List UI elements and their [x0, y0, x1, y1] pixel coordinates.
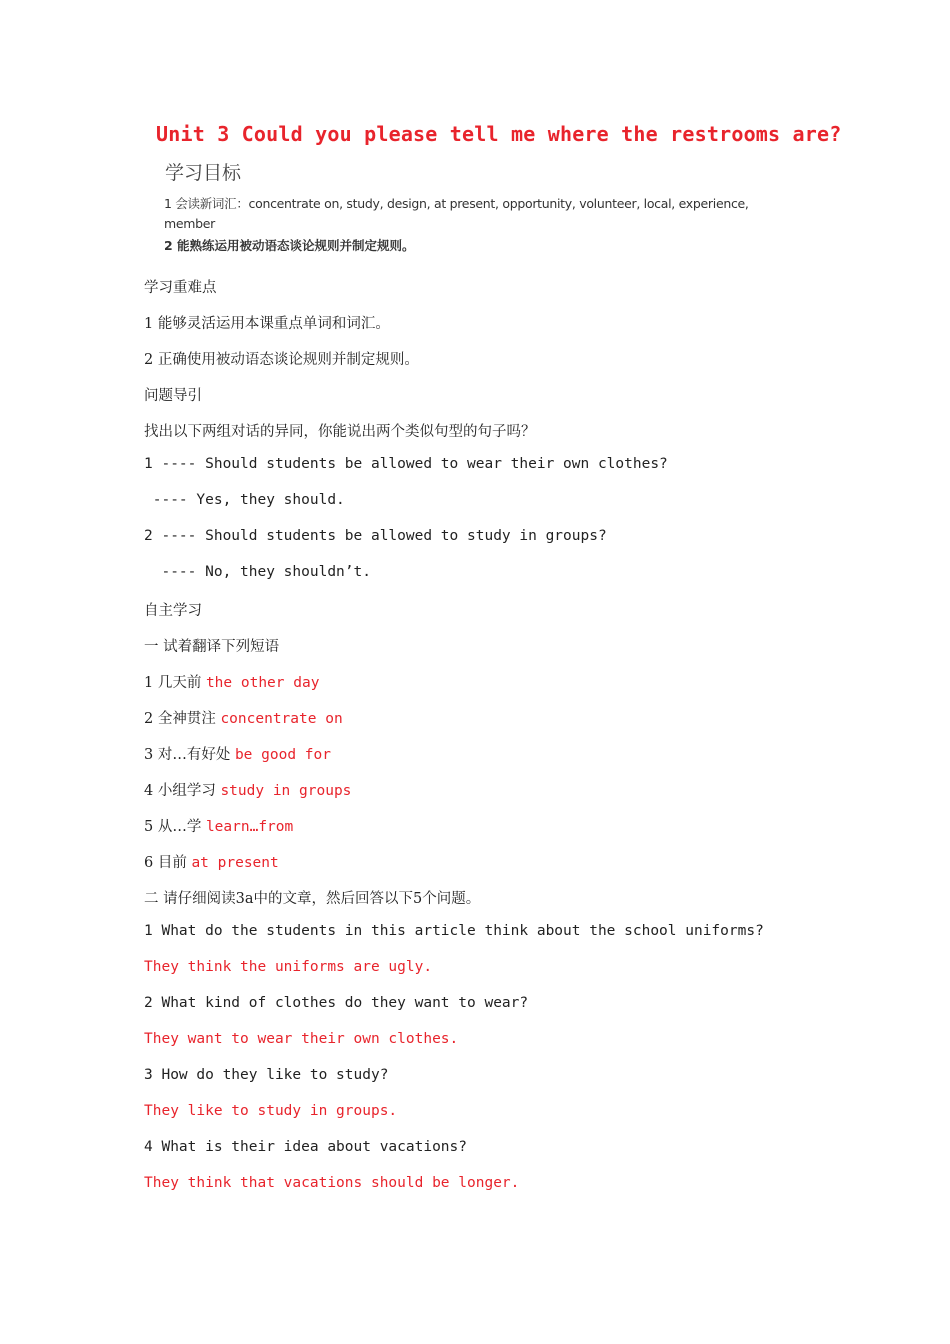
- phrase-en: learn…from: [205, 819, 294, 835]
- self-study-heading: 自主学习: [144, 603, 202, 619]
- dialogue-line-2: ---- Yes, they should.: [144, 492, 345, 508]
- question-1: 1 What do the students in this article think about the school uniforms?: [144, 923, 764, 939]
- phrase-en: the other day: [205, 675, 320, 691]
- phrase-row: [144, 671, 319, 692]
- phrase-cn: 4 小组学习: [144, 783, 221, 799]
- phrase-en: at present: [191, 855, 279, 871]
- phrase-row: [144, 707, 343, 728]
- objectives-item-1: 1 会读新词汇：concentrate on, study, design, at present, opportunity, volunteer, local, experience,: [164, 196, 749, 211]
- phrase-row: [144, 815, 293, 836]
- answer-3: They like to study in groups.: [144, 1103, 398, 1119]
- question-2: 2 What kind of clothes do they want to wear?: [144, 995, 529, 1011]
- phrase-cn: 3 对…有好处: [144, 747, 235, 763]
- phrase-cn: 6 目前: [144, 855, 192, 871]
- guide-heading: 问题导引: [144, 388, 202, 404]
- objectives-item-2: 2 能熟练运用被动语态谈论规则并制定规则。: [164, 238, 415, 253]
- phrase-row: [144, 743, 331, 764]
- document-title: Unit 3 Could you please tell me where the restrooms are?: [156, 122, 842, 146]
- dialogue-line-4: ---- No, they shouldn’t.: [144, 564, 371, 580]
- question-4: 4 What is their idea about vacations?: [144, 1139, 468, 1155]
- phrase-en: study in groups: [220, 783, 352, 799]
- answer-2: They want to wear their own clothes.: [144, 1031, 459, 1047]
- answer-1: They think the uniforms are ugly.: [144, 959, 433, 975]
- phrase-cn: 1 几天前: [144, 675, 206, 691]
- guide-prompt: 找出以下两组对话的异同，你能说出两个类似句型的句子吗？: [144, 424, 536, 440]
- phrase-cn: 5 从…学: [144, 819, 206, 835]
- learning-objectives-image: [160, 156, 760, 256]
- phrase-row: [144, 779, 351, 800]
- dialogue-line-3: 2 ---- Should students be allowed to study in groups?: [144, 528, 607, 544]
- objectives-item-1-cont: member: [164, 216, 216, 231]
- phrase-cn: 2 全神贯注: [144, 711, 221, 727]
- part1-heading: 一 试着翻译下列短语: [144, 639, 280, 655]
- phrase-row: [144, 851, 279, 872]
- question-3: 3 How do they like to study?: [144, 1067, 389, 1083]
- key-point-2: 2 正确使用被动语态谈论规则并制定规则。: [144, 352, 419, 368]
- objectives-heading: 学习目标: [165, 162, 242, 184]
- key-points-heading: 学习重难点: [144, 280, 217, 296]
- phrase-en: concentrate on: [220, 711, 343, 727]
- key-point-1: 1 能够灵活运用本课重点单词和词汇。: [144, 316, 390, 332]
- part2-heading: 二 请仔细阅读3a中的文章，然后回答以下5个问题。: [144, 891, 481, 907]
- dialogue-line-1: 1 ---- Should students be allowed to wear their own clothes?: [144, 456, 668, 472]
- phrase-en: be good for: [234, 747, 331, 763]
- answer-4: They think that vacations should be longer.: [144, 1175, 520, 1191]
